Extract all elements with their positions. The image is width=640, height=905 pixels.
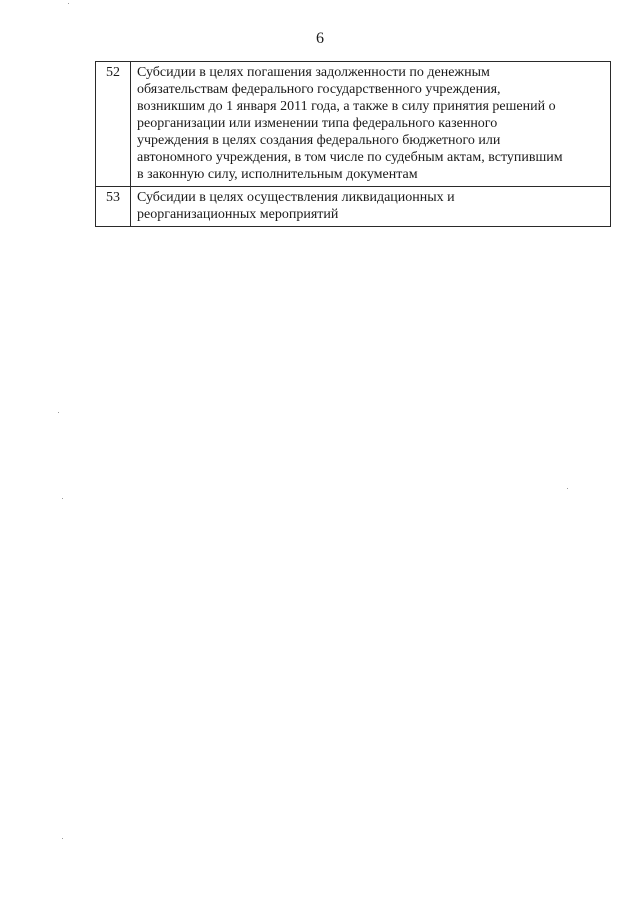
description-line: Субсидии в целях погашения задолженности по денежным [137, 65, 490, 80]
description-line: реорганизационных мероприятий [137, 207, 339, 222]
description-line: автономного учреждения, в том числе по судебным актам, вступившим [137, 150, 563, 165]
table-row [96, 187, 611, 227]
description-line: учреждения в целях создания федерального бюджетного или [137, 133, 501, 148]
description-line: реорганизации или изменении типа федерального казенного [137, 116, 498, 131]
scan-speck [62, 838, 63, 839]
description-line: в законную силу, исполнительным документам [137, 167, 418, 182]
row-description [131, 187, 611, 227]
row-description [131, 62, 611, 187]
page-number: 6 [316, 30, 324, 47]
description-line: возникшим до 1 января 2011 года, а также в силу принятия решений о [137, 99, 556, 114]
table-row [96, 62, 611, 187]
row-number: 52 [96, 62, 131, 187]
scan-speck [567, 488, 568, 489]
scan-speck [62, 498, 63, 499]
scan-speck [58, 412, 59, 413]
scan-speck [68, 3, 69, 4]
row-number: 53 [96, 187, 131, 227]
subsidy-table [95, 61, 611, 227]
description-line: Субсидии в целях осуществления ликвидационных и [137, 190, 455, 205]
description-line: обязательствам федерального государственного учреждения, [137, 82, 501, 97]
